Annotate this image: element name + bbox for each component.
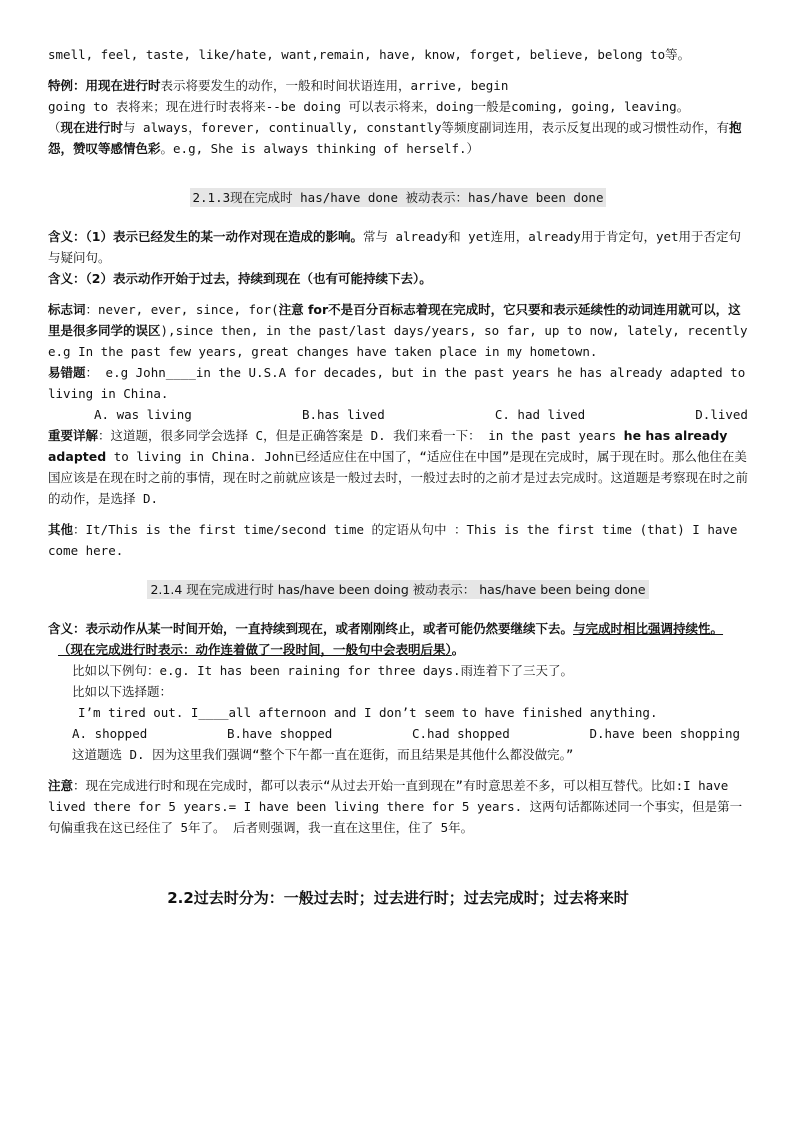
note-mid: 与 always，forever, continually, constantly等频度副词连用，表示反复出现的或习惯性动作，有 — [123, 120, 730, 135]
detail-label: 重要详解 — [48, 428, 99, 443]
signal-text-1: ：never, ever, since, for( — [85, 302, 279, 317]
option-d: D.lived — [695, 407, 748, 422]
special-case-text: 表示将要发生的动作，一般和时间状语连用，arrive, begin — [160, 78, 509, 93]
option-c: C.had shopped — [411, 726, 510, 741]
meaning-214-text: 含义：表示动作从某一时间开始，一直持续到现在，或者刚刚终止，或者可能仍然要继续下去。 — [48, 621, 574, 636]
signal-bold: 注意 for不是百分百标志着现在完成时，它只要和表示延续性的动词连用就可以，这里是很多同学的误区 — [48, 302, 741, 338]
trap-options — [48, 404, 748, 425]
note-bold-2: 抱怨，赞叹等感情色彩 — [48, 120, 742, 156]
detail-explanation — [48, 425, 748, 509]
paren-text: （现在完成进行时表示：动作连着做了一段时间，一般句中会表明后果） — [58, 642, 452, 657]
verb-list-line: smell, feel, taste, like/hate, want,remain, have, know, forget, believe, belong to等。 — [48, 47, 691, 62]
special-case-text-2: going to 表将来；现在进行时表将来--be doing 可以表示将来，doing一般是coming, going, leaving。 — [48, 99, 690, 114]
heading-text: 2.1.3现在完成时 has/have done 被动表示：has/have been done — [190, 188, 607, 207]
option-a: A. was living — [94, 407, 192, 422]
option-b: B.have shopped — [226, 726, 333, 741]
heading-text: 2.1.4 现在完成进行时 has/have been doing 被动表示： has/have been being done — [147, 580, 648, 599]
meaning-2: 含义：（2）表示动作开始于过去，持续到现在（也有可能持续下去）。 — [48, 271, 432, 286]
special-case-para — [48, 75, 748, 96]
example-line: 比如以下例句：e.g. It has been raining for three days.雨连着下了三天了。 — [72, 663, 574, 678]
section-heading-2-1-3 — [48, 187, 748, 208]
signal-text-2: ),since then, in the past/last days/years, so far, up to now, lately, recently — [160, 323, 748, 338]
trap-label: 易错题 — [48, 365, 86, 380]
trap-question — [48, 362, 748, 404]
meaning-1-label: 含义：（1）表示已经发生的某一动作对现在造成的影响。 — [48, 229, 363, 244]
note-end: 。e.g, She is always thinking of herself.） — [160, 141, 480, 156]
detail-bold: he has already adapted — [48, 428, 728, 464]
note-text: ：现在完成进行时和现在完成时，都可以表示“从过去开始一直到现在”有时意思差不多，可以相互替代。比如:I have lived there for 5 years.= I have been living there for 5 years. 这两句话都陈述同一个事实，但是第一句偏重我在这已经住了 5年了。 后者则强调，我一直在这里住，住了 5年。 — [48, 778, 743, 835]
note-bold-1: 现在进行时 — [60, 120, 124, 135]
other-label: 其他 — [48, 522, 74, 537]
choice-options — [48, 723, 740, 744]
section-heading-2-1-4 — [48, 579, 748, 600]
signal-words — [48, 299, 748, 341]
paren-end: 。 — [451, 642, 465, 657]
option-c: C. had lived — [494, 407, 586, 422]
example-sentence: e.g In the past few years, great changes have taken place in my hometown. — [48, 344, 598, 359]
special-case-note — [48, 117, 748, 159]
other-text: ：It/This is the first time/second time 的定语从句中 ：This is the first time (that) I have come here. — [48, 522, 738, 558]
signal-label: 标志词 — [48, 302, 86, 317]
document-page — [48, 44, 748, 909]
note-label: 注意 — [48, 778, 74, 793]
detail-text-1: ：这道题，很多同学会选择 C，但是正确答案是 D. 我们来看一下： in the past years — [98, 428, 624, 443]
special-case-label: 特例：用现在进行时 — [48, 78, 161, 93]
note-open: （ — [48, 120, 61, 135]
answer-explanation: 这道题选 D. 因为这里我们强调“整个下午都一直在逛街，而且结果是其他什么都没做完。” — [72, 747, 574, 762]
meaning-214-underlined: 与完成时相比强调持续性。 — [573, 621, 724, 636]
option-a: A. shopped — [72, 726, 148, 741]
meaning-214 — [48, 618, 748, 639]
option-b: B.has lived — [301, 407, 385, 422]
section-heading-2-2: 2.2过去时分为：一般过去时；过去进行时；过去完成时；过去将来时 — [167, 889, 629, 907]
other-note — [48, 519, 748, 561]
meaning-1-text: 常与 already和 yet连用，already用于肯定句，yet用于否定句与疑问句。 — [48, 229, 742, 265]
note-para — [48, 775, 748, 838]
trap-text: ： e.g John____in the U.S.A for decades, but in the past years he has already adapted to living in China. — [48, 365, 746, 401]
meaning-1 — [48, 226, 748, 268]
choice-label: 比如以下选择题： — [72, 684, 173, 699]
option-d: D.have been shopping — [589, 726, 740, 741]
paren-note — [48, 639, 748, 660]
detail-text-2: to living in China. John已经适应住在中国了，“适应住在中国”是现在完成时，属于现在时。那么他住在美国应该是在现在时之前的事情，现在时之前就应该是一般过去时，一般过去时的之前才是过去完成时。这道题是考察现在时之前的动作，是选择 D. — [48, 449, 749, 506]
choice-question: I’m tired out. I____all afternoon and I don’t seem to have finished anything. — [78, 705, 658, 720]
